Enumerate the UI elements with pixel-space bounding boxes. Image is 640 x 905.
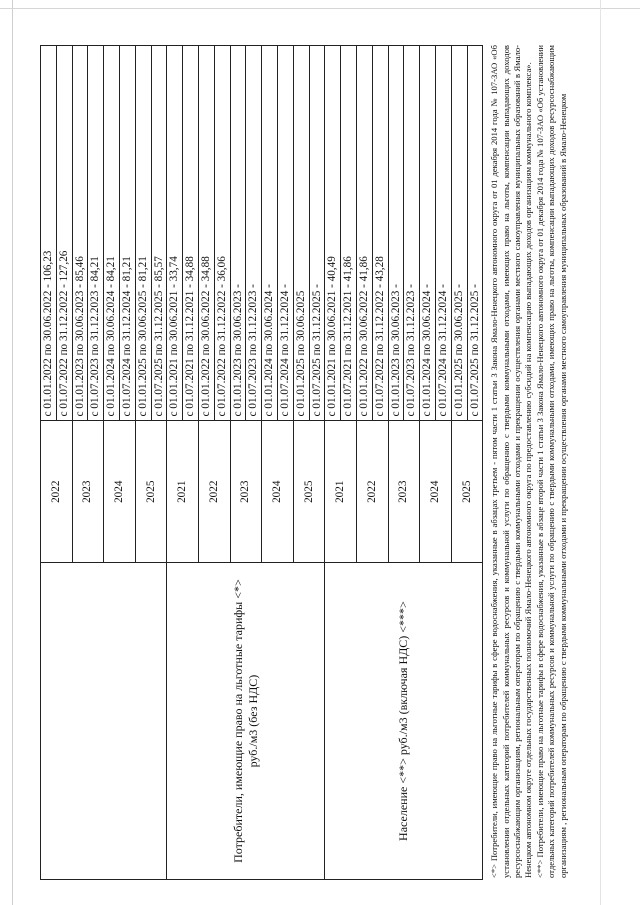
year-cell: 2021 — [325, 421, 357, 563]
year-cell: 2024 — [262, 421, 294, 563]
year-cell: 2025 — [135, 421, 167, 563]
period-cell: с 01.07.2021 по 31.12.2021 - 41,86 — [341, 46, 357, 421]
table-row — [167, 46, 183, 880]
period-cell: с 01.07.2022 по 31.12.2022 - 43,28 — [372, 46, 388, 421]
period-cell: с 01.01.2025 по 30.06.2025 - 81,21 — [135, 46, 151, 421]
year-cell: 2022 — [356, 421, 388, 563]
period-cell: с 01.01.2025 по 30.06.2025 - — [451, 46, 467, 421]
year-cell: 2024 — [104, 421, 136, 563]
year-cell: 2022 — [41, 421, 73, 563]
footnotes — [489, 45, 568, 880]
period-cell: с 01.01.2021 по 30.06.2021 - 33,74 — [167, 46, 183, 421]
period-cell: с 01.01.2022 по 30.06.2022 - 106,23 — [41, 46, 57, 421]
year-cell: 2021 — [167, 421, 199, 563]
table-row — [41, 46, 57, 880]
year-cell: 2024 — [420, 421, 452, 563]
period-cell: с 01.01.2023 по 30.06.2023 - — [388, 46, 404, 421]
tariff-table — [40, 45, 483, 880]
table-row — [325, 46, 341, 880]
year-cell: 2022 — [198, 421, 230, 563]
period-cell: с 01.07.2022 по 31.12.2022 - 127,26 — [56, 46, 72, 421]
page-edge — [12, 0, 13, 905]
period-cell: с 01.07.2025 по 31.12.2025 - 85,57 — [151, 46, 167, 421]
period-cell: с 01.01.2023 по 30.06.2023 - 85,46 — [72, 46, 88, 421]
period-cell: с 01.07.2021 по 31.12.2021 - 34,88 — [183, 46, 199, 421]
year-cell: 2023 — [388, 421, 420, 563]
year-cell: 2025 — [451, 421, 483, 563]
rotated-document — [40, 45, 600, 880]
category-cell: Потребители, имеющие право на льготные тарифы <*> руб./м3 (без НДС) — [167, 563, 325, 880]
period-cell: с 01.01.2021 по 30.06.2021 - 40,49 — [325, 46, 341, 421]
period-cell: с 01.01.2024 по 30.06.2024 - — [262, 46, 278, 421]
period-cell: с 01.07.2025 по 31.12.2025 - — [467, 46, 483, 421]
period-cell: с 01.01.2025 по 30.06.2025 — [293, 46, 309, 421]
period-cell: с 01.07.2023 по 31.12.2023 - 84,21 — [88, 46, 104, 421]
period-cell: с 01.01.2022 по 30.06.2022 - 41,86 — [356, 46, 372, 421]
period-cell: с 01.01.2022 по 30.06.2022 - 34,88 — [198, 46, 214, 421]
period-cell: с 01.07.2023 по 31.12.2023 - — [246, 46, 262, 421]
year-cell: 2025 — [293, 421, 325, 563]
period-cell: с 01.07.2025 по 31.12.2025 - — [309, 46, 325, 421]
year-cell: 2023 — [230, 421, 262, 563]
period-cell: с 01.01.2023 по 30.06.2023 - — [230, 46, 246, 421]
period-cell: с 01.07.2024 по 31.12.2024 - 81,21 — [119, 46, 135, 421]
year-cell: 2023 — [72, 421, 104, 563]
footnote-2: <**> Потребители, имеющие право на льготные тарифы в сфере водоснабжения, указанные в абзаце второй части 1 статьи 3 Закона Ямало-Ненецкого автономного округа от 01 декабря 2014 года № 107-ЗАО «Об установлении отдельных категорий потребителей коммунальных ресурсов и коммунальной услуги по обращению с твердыми коммунальными отходами, имеющих право на льготы, компенсации выпадающих доходов ресурсоснабжающим организациям , региональным операторам по обращению с твердыми коммунальными отходами и прекращении осуществления органами местного самоуправления муниципальных образований в Ямало-Ненецком — [535, 45, 568, 878]
period-cell: с 01.07.2023 по 31.12.2023 - — [404, 46, 420, 421]
period-cell: с 01.01.2024 по 30.06.2024 - — [420, 46, 436, 421]
period-cell: с 01.07.2024 по 31.12.2024 - — [435, 46, 451, 421]
footnote-1: <*> Потребители, имеющие право на льготные тарифы в сфере водоснабжения, указанные в абзацах третьем - пятом части 1 статьи 3 Закона Ямало-Ненецкого автономного округа от 01 декабря 2014 года № 107-ЗАО «Об установлении отдельных категорий потребителей коммунальных ресурсов и коммунальной услуги по обращению с твердыми коммунальными отходами, имеющих право на льготы, компенсации выпадающих доходов ресурсоснабжающим организациям, региональным операторам по обращению с твердыми коммунальными отходами и прекращении осуществления органами местного самоуправления муниципальных образований в Ямало-Ненецком автономном округе отдельных государственных полномочий Ямало-Ненецкого автономного округа по предоставлению субсидий на компенсацию выпадающих доходов организациям коммунального комплекса». — [489, 45, 533, 878]
category-cell: Население <**> руб./м3 (включая НДС) <***> — [325, 563, 483, 880]
period-cell: с 01.07.2022 по 31.12.2022 - 36,06 — [214, 46, 230, 421]
category-cell — [41, 563, 167, 880]
page-edge — [0, 8, 640, 9]
period-cell: с 01.01.2024 по 30.06.2024 - 84,21 — [104, 46, 120, 421]
scan-fold-line — [600, 0, 601, 905]
period-cell: с 01.07.2024 по 31.12.2024 - — [277, 46, 293, 421]
